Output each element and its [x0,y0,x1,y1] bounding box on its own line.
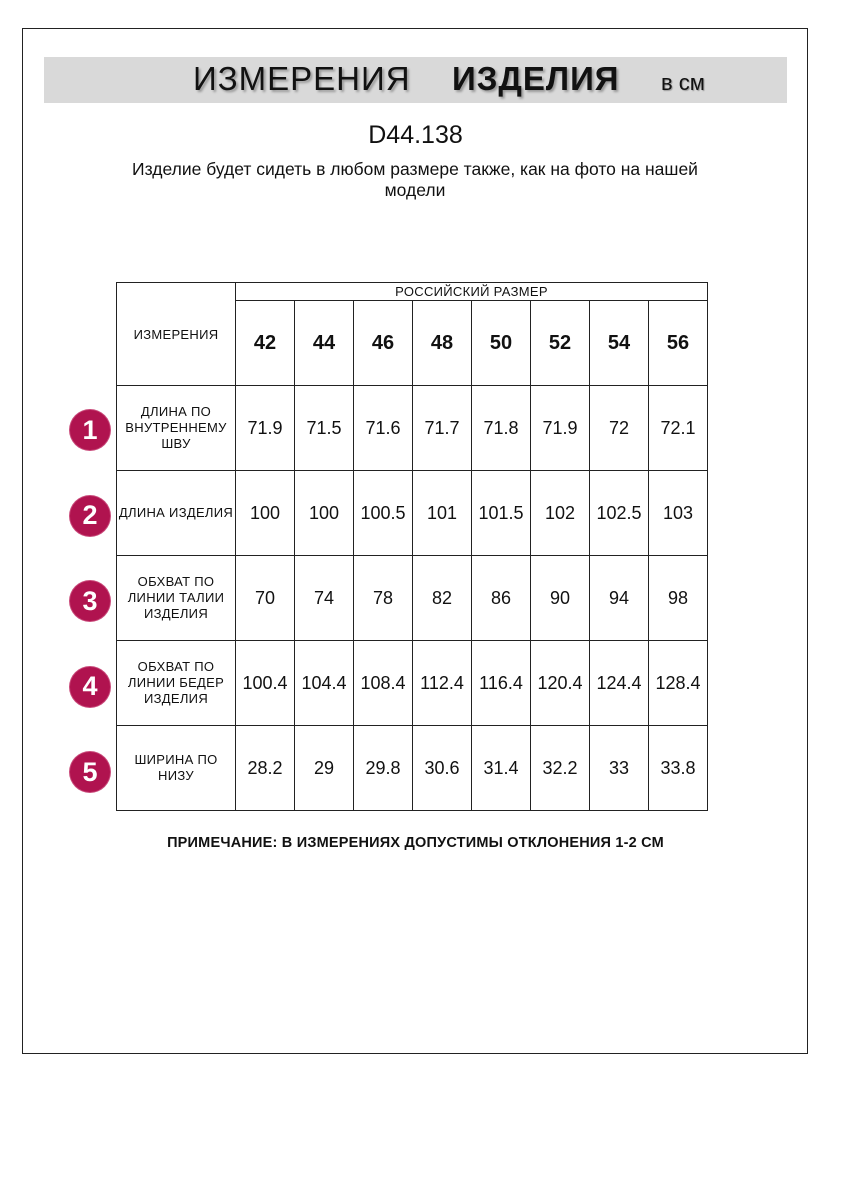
title-item: ИЗДЕЛИЯ [452,60,620,97]
value-cell: 32.2 [531,726,590,811]
value-cell: 104.4 [295,641,354,726]
value-cell: 101 [413,471,472,556]
row-label: ШИРИНА ПО НИЗУ [117,726,236,811]
row-number-badge: 2 [70,496,110,536]
value-cell: 74 [295,556,354,641]
size-header-cell: 46 [354,301,413,386]
value-cell: 102 [531,471,590,556]
size-header-cell: 42 [236,301,295,386]
value-cell: 72 [590,386,649,471]
footnote: ПРИМЕЧАНИЕ: В ИЗМЕРЕНИЯХ ДОПУСТИМЫ ОТКЛОНЕНИЯ 1-2 СМ [167,835,664,851]
row-number-badge: 1 [70,410,110,450]
table-row [117,386,708,471]
title-measurements: ИЗМЕРЕНИЯ [193,60,411,97]
size-table [116,282,708,811]
row-label: ДЛИНА ИЗДЕЛИЯ [117,471,236,556]
value-cell: 71.6 [354,386,413,471]
fit-note: Изделие будет сидеть в любом размере также, как на фото на нашей модели [132,159,698,200]
value-cell: 70 [236,556,295,641]
measure-header: ИЗМЕРЕНИЯ [117,283,236,386]
value-cell: 108.4 [354,641,413,726]
value-cell: 100.4 [236,641,295,726]
value-cell: 29 [295,726,354,811]
size-group-header: РОССИЙСКИЙ РАЗМЕР [236,283,708,301]
value-cell: 29.8 [354,726,413,811]
value-cell: 30.6 [413,726,472,811]
value-cell: 33.8 [649,726,708,811]
table-row [117,556,708,641]
row-number-badge: 4 [70,667,110,707]
title-unit: в см [661,70,705,95]
value-cell: 112.4 [413,641,472,726]
table-header-row [117,283,708,301]
value-cell: 100 [295,471,354,556]
row-label: ОБХВАТ ПО ЛИНИИ ТАЛИИ ИЗДЕЛИЯ [117,556,236,641]
value-cell: 101.5 [472,471,531,556]
value-cell: 98 [649,556,708,641]
row-label: ДЛИНА ПО ВНУТРЕННЕМУ ШВУ [117,386,236,471]
value-cell: 120.4 [531,641,590,726]
table-row [117,471,708,556]
size-header-cell: 50 [472,301,531,386]
value-cell: 71.9 [236,386,295,471]
value-cell: 71.7 [413,386,472,471]
value-cell: 124.4 [590,641,649,726]
table-row [117,641,708,726]
value-cell: 102.5 [590,471,649,556]
value-cell: 31.4 [472,726,531,811]
row-number-badge: 5 [70,752,110,792]
value-cell: 90 [531,556,590,641]
value-cell: 78 [354,556,413,641]
value-cell: 100 [236,471,295,556]
value-cell: 86 [472,556,531,641]
row-number-badge: 3 [70,581,110,621]
value-cell: 71.9 [531,386,590,471]
value-cell: 128.4 [649,641,708,726]
size-header-cell: 44 [295,301,354,386]
table-row [117,726,708,811]
value-cell: 116.4 [472,641,531,726]
value-cell: 103 [649,471,708,556]
size-header-cell: 54 [590,301,649,386]
value-cell: 71.5 [295,386,354,471]
product-code: D44.138 [368,121,463,149]
value-cell: 33 [590,726,649,811]
value-cell: 94 [590,556,649,641]
value-cell: 28.2 [236,726,295,811]
size-header-cell: 56 [649,301,708,386]
value-cell: 72.1 [649,386,708,471]
size-header-cell: 52 [531,301,590,386]
value-cell: 71.8 [472,386,531,471]
value-cell: 100.5 [354,471,413,556]
size-header-cell: 48 [413,301,472,386]
value-cell: 82 [413,556,472,641]
row-label: ОБХВАТ ПО ЛИНИИ БЕДЕР ИЗДЕЛИЯ [117,641,236,726]
